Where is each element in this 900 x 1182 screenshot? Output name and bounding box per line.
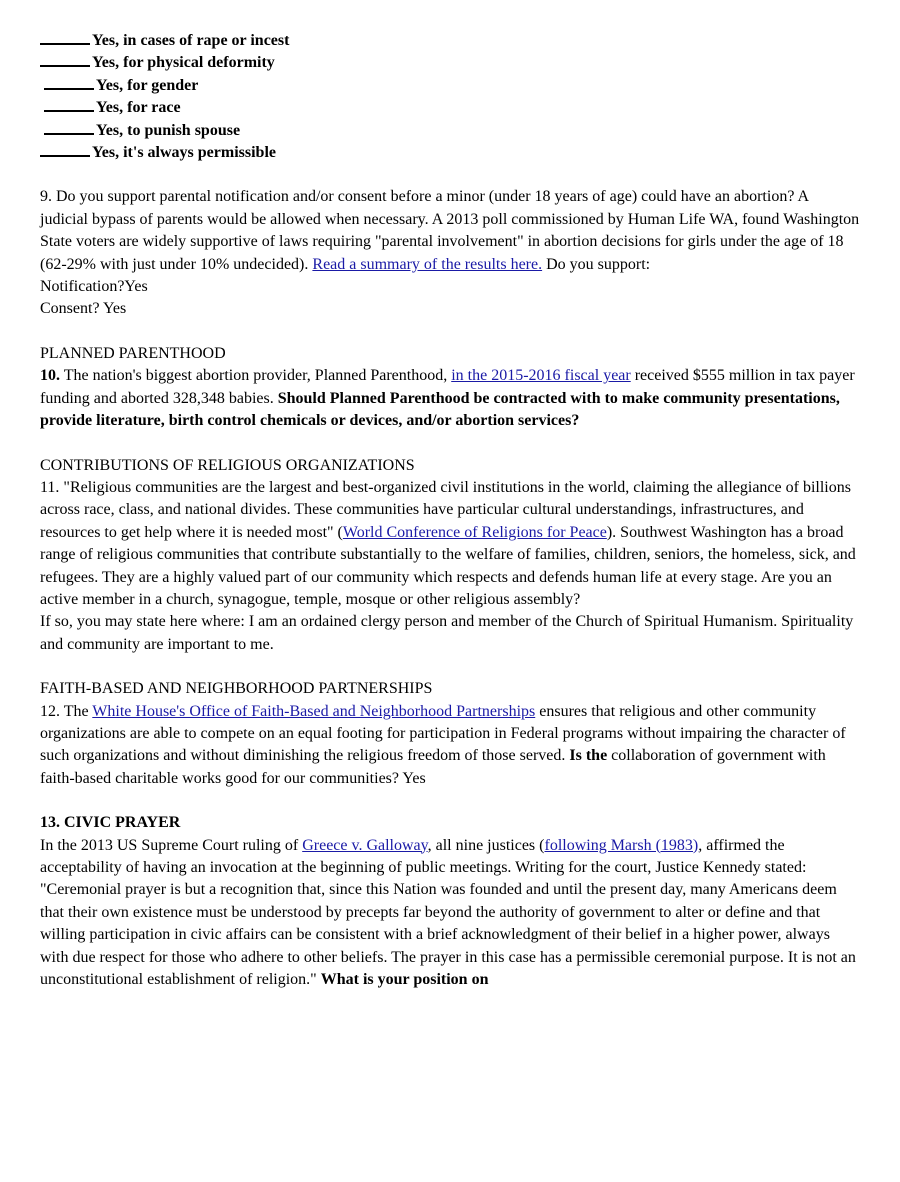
q10-bold-question: Should Planned Parenthood be contracted with to make community presentations, provide literature, birth control chemicals or devices, and/or abortion services? <box>40 389 840 430</box>
q13-text-2: , all nine justices ( <box>427 836 545 854</box>
list-item <box>40 75 860 97</box>
question-11 <box>40 477 860 611</box>
blank-line[interactable] <box>44 75 94 90</box>
question-12 <box>40 701 860 791</box>
blank-line[interactable] <box>40 142 90 157</box>
list-item <box>40 97 860 119</box>
option-label: Yes, for gender <box>96 76 199 94</box>
q12-text-3: collaboration of government with faith-based charitable works good for our communities? Yes <box>40 747 826 787</box>
section-heading: CONTRIBUTIONS OF RELIGIOUS ORGANIZATIONS <box>40 456 415 474</box>
question-13 <box>40 835 860 992</box>
option-label: Yes, in cases of rape or incest <box>92 32 290 49</box>
q11-text-2: ). Southwest Washington has a broad range of religious communities that contribute substantially to the welfare of families, children, seniors, the homeless, sick, and refugees. They are a highly valued part of our community which respects and defends human life at every stage. Are you an active member in a church, synagogue, temple, mosque or other religious assembly? <box>40 523 856 608</box>
option-label: Yes, for physical deformity <box>92 54 275 72</box>
question-10 <box>40 365 860 432</box>
q11-answer: If so, you may state here where: I am an ordained clergy person and member of the Church of Spiritual Humanism. Spirituality and community are important to me. <box>40 613 854 653</box>
q13-bold: What is your position on <box>320 971 489 989</box>
section-heading: 13. CIVIC PRAYER <box>40 814 181 832</box>
religions-for-peace-link[interactable]: World Conference of Religions for Peace <box>342 523 607 541</box>
option-label: Yes, for race <box>96 99 181 117</box>
q12-text: 12. The <box>40 702 93 720</box>
blank-line[interactable] <box>44 97 94 112</box>
notification-answer: Notification?Yes <box>40 278 148 296</box>
q12-bold: Is the <box>569 747 608 765</box>
results-summary-link[interactable]: Read a summary of the results here. <box>312 255 543 273</box>
q13-text: In the 2013 US Supreme Court ruling of <box>40 836 303 854</box>
q10-number: 10. <box>40 367 60 385</box>
section-heading: PLANNED PARENTHOOD <box>40 344 226 362</box>
blank-line[interactable] <box>40 30 90 45</box>
q10-text-2: received $555 million in tax payer funding and aborted 328,348 babies. <box>40 367 855 407</box>
option-label: Yes, to punish spouse <box>96 121 241 139</box>
consent-answer: Consent? Yes <box>40 300 127 318</box>
q12-text-2: ensures that religious and other community organizations are able to compete on an equal footing for participation in Federal programs without impairing the character of such organizations and without diminishing the religious freedom of those served. <box>40 702 846 765</box>
fiscal-year-link[interactable]: in the 2015-2016 fiscal year <box>451 367 631 385</box>
list-item <box>40 142 860 164</box>
q13-text-3: , affirmed the acceptability of having an invocation at the beginning of public meetings. Writing for the court, Justice Kennedy stated: "Ceremonial prayer is but a recognition that, since this Nation was founded and until the present day, many Americans deem that their own existence must be understood by precepts far beyond the authority of government to alter or define and that willing participation in civic affairs can be consistent with a brief acknowledgment of their belief in a higher power, always with due respect for those who adhere to other beliefs. The prayer in this case has a permissible ceremonial purpose. It is not an unconstitutional establishment of religion." <box>40 836 856 989</box>
q9-tail: Do you support: <box>542 255 651 273</box>
question-9 <box>40 186 860 276</box>
list-item <box>40 120 860 142</box>
q10-text: The nation's biggest abortion provider, Planned Parenthood, <box>60 367 452 385</box>
list-item <box>40 52 860 74</box>
faith-based-office-link[interactable]: White House's Office of Faith-Based and Neighborhood Partnerships <box>92 702 536 720</box>
options-list <box>40 30 860 164</box>
q9-text: 9. Do you support parental notification and/or consent before a minor (under 18 years of age) could have an abortion? A judicial bypass of parents would be allowed when necessary. A 2013 poll commissioned by Human Life WA, found Washington State voters are widely supportive of laws requiring "parental involvement" in abortion decisions for girls under the age of 18 (62-29% with just under 10% undecided). <box>40 188 860 273</box>
q11-text: 11. "Religious communities are the largest and best-organized civil institutions in the world, claiming the allegiance of billions across race, class, and national divides. These communities have particular cultural understandings, infrastructures, and resources to get help where it is needed most" ( <box>40 478 851 541</box>
document-page <box>40 30 860 991</box>
marsh-1983-link[interactable]: following Marsh (1983) <box>544 836 699 854</box>
blank-line[interactable] <box>44 120 94 135</box>
section-heading: FAITH-BASED AND NEIGHBORHOOD PARTNERSHIPS <box>40 680 433 698</box>
blank-line[interactable] <box>40 52 90 67</box>
list-item <box>40 30 860 52</box>
greece-v-galloway-link[interactable]: Greece v. Galloway <box>302 836 428 854</box>
option-label: Yes, it's always permissible <box>92 144 276 162</box>
